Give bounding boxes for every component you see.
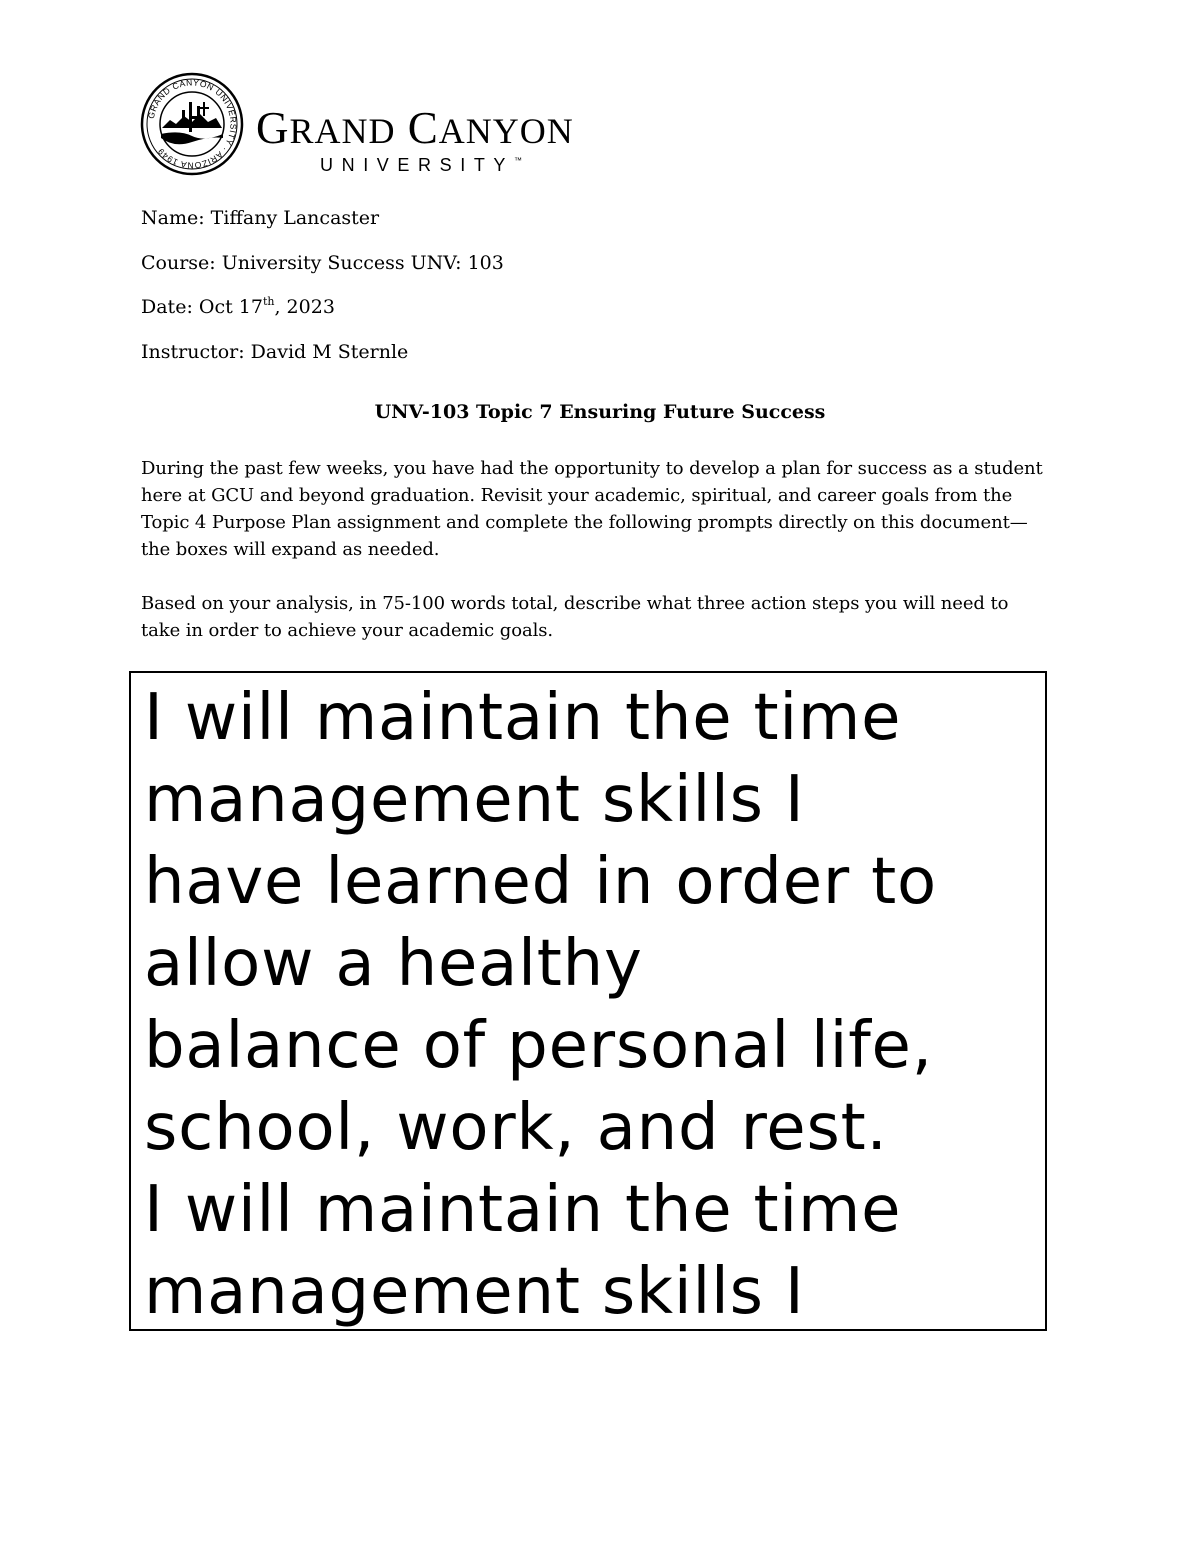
wordmark-university-text: UNIVERSITY [320,155,515,175]
intro-paragraph: During the past few weeks, you have had the opportunity to develop a plan for success as a student here at GCU and beyond graduation. Revisit your academic, spiritual, and career goals from the Topic 4 Purpose Plan assignment and complete the following prompts directly on this document—the boxes will expand as needed. [141,458,1043,560]
svg-text:GRAND CANYON UNIVERSITY · ARIZ: GRAND CANYON UNIVERSITY · ARIZONA 1949 [145,77,239,171]
prompt-paragraph: Based on your analysis, in 75-100 words total, describe what three action steps you will need to take in order to achieve your academic goals. [141,593,1009,641]
trademark-symbol: ™ [514,156,523,165]
date-suffix: , 2023 [274,296,335,318]
date-prefix: Date: Oct 17 [141,296,263,318]
date-ordinal: th [262,295,275,308]
submission-date [141,296,335,318]
course-name: Course: University Success UNV: 103 [141,252,504,274]
wordmark-letters-anyon: ANYON [438,111,574,151]
answer-text: I will maintain the time management skills I have learned in order to allow a healthy balance of personal life, school, work, and rest. I will maintain the time management skills I [144,681,937,1329]
university-logo [140,72,620,175]
wordmark-letter-c: C [407,103,439,153]
wordmark-letters-rand: RAND [289,111,396,151]
instructor-name: Instructor: David M Sternle [141,341,409,363]
document-title: UNV-103 Topic 7 Ensuring Future Success [374,401,826,423]
wordmark-letter-g: G [256,103,290,153]
university-seal-icon [140,72,244,176]
answer-text-box[interactable] [129,671,1047,1331]
wordmark-grand-canyon [256,103,574,153]
student-name: Name: Tiffany Lancaster [141,207,380,229]
wordmark-university [320,156,522,174]
